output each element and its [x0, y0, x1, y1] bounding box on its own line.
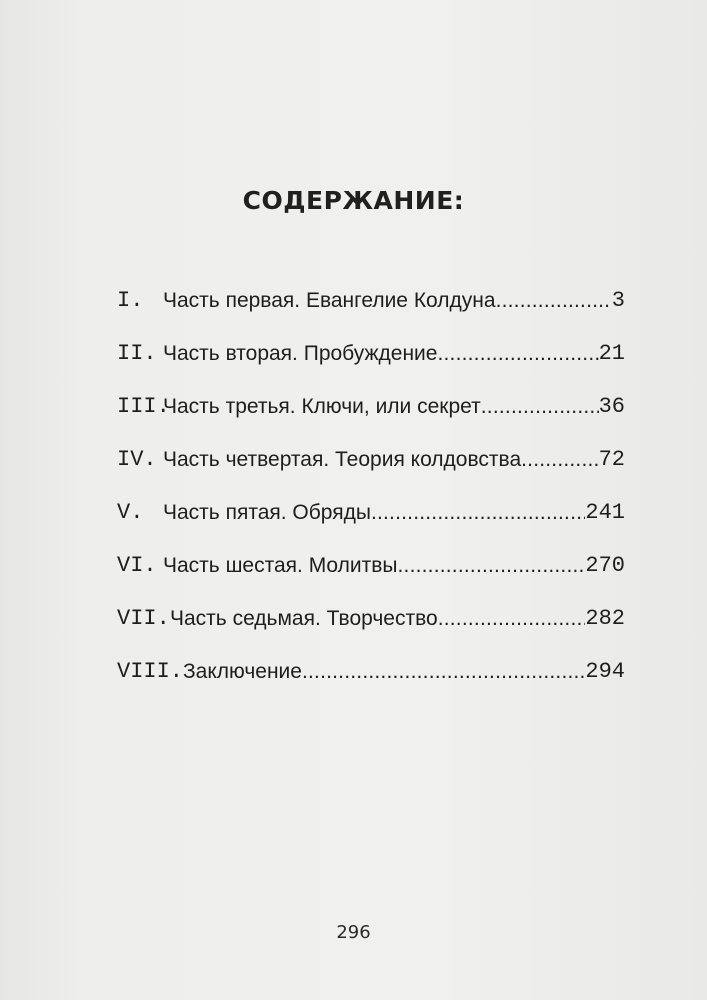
toc-entry — [117, 394, 625, 447]
toc-leader — [371, 500, 585, 526]
toc-leader — [481, 394, 599, 420]
contents-heading: СОДЕРЖАНИЕ: — [242, 186, 465, 215]
toc-numeral: II. — [117, 341, 157, 366]
toc-page-number: 270 — [585, 553, 625, 578]
toc-title: Часть третья. Ключи, или секрет — [163, 395, 481, 418]
toc-entry — [117, 341, 625, 394]
toc-title: Часть шестая. Молитвы — [163, 554, 398, 577]
toc-page-number: 3 — [611, 288, 625, 313]
toc-title: Часть пятая. Обряды — [163, 501, 371, 524]
toc-entry — [117, 500, 625, 553]
toc-title: Часть четвертая. Теория колдовства — [163, 448, 522, 471]
table-of-contents — [117, 288, 625, 712]
toc-leader — [437, 341, 598, 367]
toc-title: Часть седьмая. Творчество — [170, 607, 438, 630]
toc-leader — [302, 659, 585, 685]
toc-title: Часть первая. Евангелие Колдуна — [163, 289, 496, 312]
toc-page-number: 72 — [598, 447, 625, 472]
toc-entry — [117, 288, 625, 341]
toc-numeral: VI. — [117, 553, 157, 578]
toc-numeral: IV. — [117, 447, 157, 472]
toc-entry — [117, 659, 625, 712]
toc-numeral: VIII. — [117, 659, 184, 684]
page-number: 296 — [336, 922, 371, 943]
toc-leader — [496, 288, 612, 314]
toc-page-number: 21 — [598, 341, 625, 366]
toc-title: Часть вторая. Пробуждение — [163, 342, 438, 365]
toc-leader — [398, 553, 586, 579]
toc-entry — [117, 447, 625, 500]
toc-entry — [117, 606, 625, 659]
toc-page-number: 36 — [598, 394, 625, 419]
toc-leader — [521, 447, 598, 473]
toc-entry — [117, 553, 625, 606]
toc-leader — [438, 606, 586, 632]
toc-page-number: 294 — [585, 659, 625, 684]
toc-numeral: V. — [117, 500, 144, 525]
toc-numeral: III. — [117, 394, 170, 419]
toc-page-number: 282 — [585, 606, 625, 631]
toc-numeral: I. — [117, 288, 144, 313]
toc-numeral: VII. — [117, 606, 170, 631]
toc-page-number: 241 — [585, 500, 625, 525]
toc-title: Заключение — [183, 660, 302, 683]
